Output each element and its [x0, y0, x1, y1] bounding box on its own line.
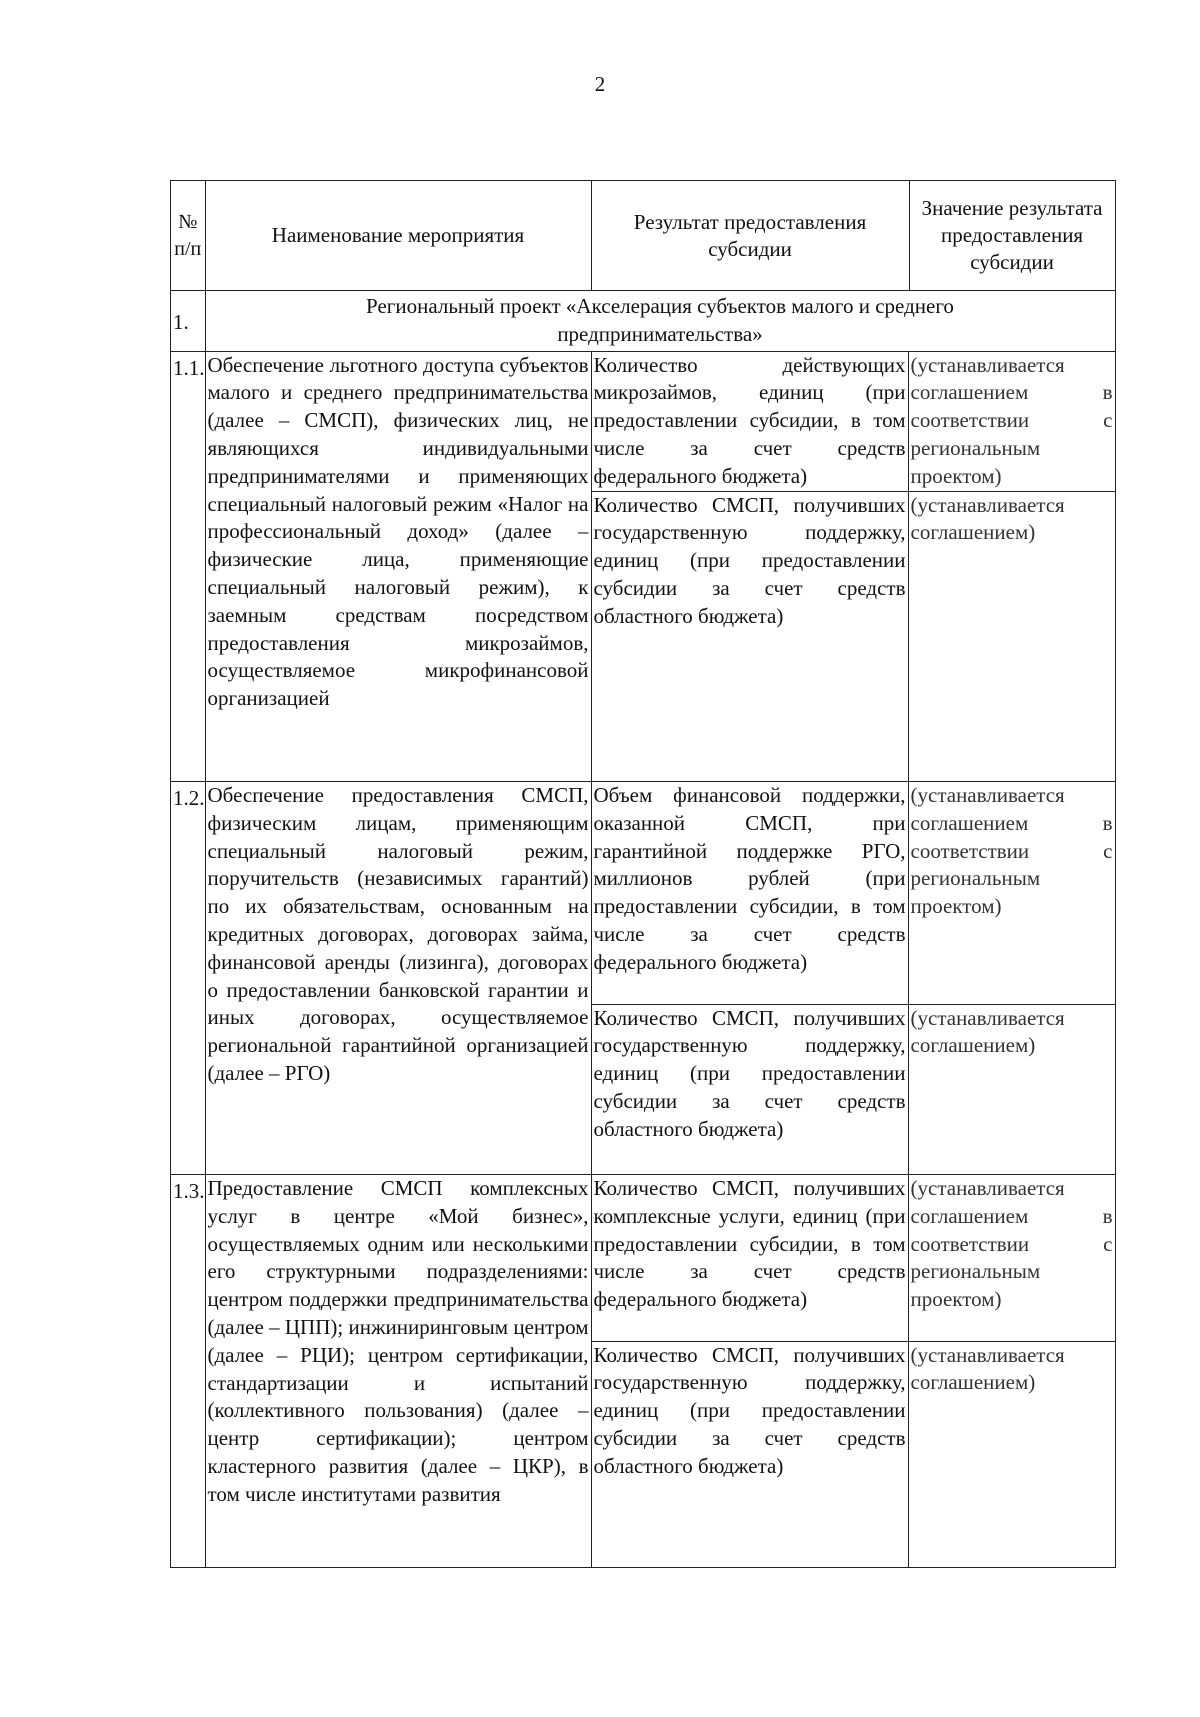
header-num: № п/п — [171, 181, 206, 291]
table-row — [171, 1175, 1116, 1568]
result-value: (устанавливается соглашением) — [908, 1004, 1115, 1174]
section-num: 1. — [171, 291, 206, 352]
result-row — [592, 491, 1115, 781]
table-row — [171, 782, 1116, 1175]
section-row — [171, 291, 1116, 352]
result-text: Количество СМСП, получивших государственную поддержку, единиц (при предоставлении субсидии за счет средств областного бюджета) — [592, 491, 909, 781]
row-num: 1.2. — [171, 782, 206, 1175]
result-value: (устанавливается соглашением) — [908, 1341, 1115, 1567]
header-result: Результат предоставления субсидии — [591, 181, 909, 291]
result-text: Количество СМСП, получивших государственную поддержку, единиц (при предоставлении субсидии за счет средств областного бюджета) — [592, 1341, 909, 1567]
result-row — [592, 1175, 1115, 1341]
result-row — [592, 352, 1115, 491]
result-text: Количество СМСП, получивших комплексные услуги, единиц (при предоставлении субсидии, в том числе за счет средств федерального бюджета) — [592, 1175, 909, 1341]
result-value: (устанавливается соглашением) — [908, 491, 1115, 781]
row-num: 1.3. — [171, 1175, 206, 1568]
result-value: (устанавливается соглашением в соответствии с региональным проектом) — [910, 352, 1113, 488]
header-name: Наименование мероприятия — [205, 181, 591, 291]
result-row — [592, 1341, 1115, 1567]
table-header-row — [171, 181, 1116, 291]
table-row — [171, 351, 1116, 781]
result-text: Количество СМСП, получивших государственную поддержку, единиц (при предоставлении субсидии за счет средств областного бюджета) — [592, 1004, 909, 1174]
result-value: (устанавливается соглашением в соответствии с региональным проектом) — [910, 1176, 1113, 1312]
row-num: 1.1. — [171, 351, 206, 781]
result-value: (устанавливается соглашением в соответствии с региональным проектом) — [910, 783, 1113, 919]
section-title: Региональный проект «Акселерация субъектов малого и среднего предпринимательства» — [205, 291, 1115, 352]
page-number: 2 — [594, 72, 606, 96]
row-name: Обеспечение льготного доступа субъектов малого и среднего предпринимательства (далее – СМСП), физических лиц, не являющихся индивидуальными предпринимателями и применяющих специальный налоговый режим «Налог на профессиональный доход» (далее – физические лица, применяющие специальный налоговый режим), к заемным средствам посредством предоставления микрозаймов, осуществляемое микрофинансовой организацией — [205, 351, 591, 781]
result-text: Количество действующих микрозаймов, единиц (при предоставлении субсидии, в том числе за счет средств федерального бюджета) — [592, 352, 909, 491]
header-value: Значение результата предоставления субсидии — [909, 181, 1115, 291]
subsidy-results-table — [170, 180, 1116, 1568]
row-name: Предоставление СМСП комплексных услуг в центре «Мой бизнес», осуществляемых одним или несколькими его структурными подразделениями: центром поддержки предпринимательства (далее – ЦПП); инжиниринговым центром (далее – РЦИ); центром сертификации, стандартизации и испытаний (коллективного пользования) (далее – центр сертификации); центром кластерного развития (далее – ЦКР), в том числе институтами развития — [205, 1175, 591, 1568]
result-text: Объем финансовой поддержки, оказанной СМСП, при гарантийной поддержке РГО, миллионов рублей (при предоставлении субсидии, в том числе за счет средств федерального бюджета) — [592, 782, 909, 1004]
result-row — [592, 1004, 1115, 1174]
row-name: Обеспечение предоставления СМСП, физическим лицам, применяющим специальный налоговый режим, поручительств (независимых гарантий) по их обязательствам, основанным на кредитных договорах, договорах займа, финансовой аренды (лизинга), договорах о предоставлении банковской гарантии и иных договорах, осуществляемое региональной гарантийной организацией (далее – РГО) — [205, 782, 591, 1175]
result-row — [592, 782, 1115, 1004]
